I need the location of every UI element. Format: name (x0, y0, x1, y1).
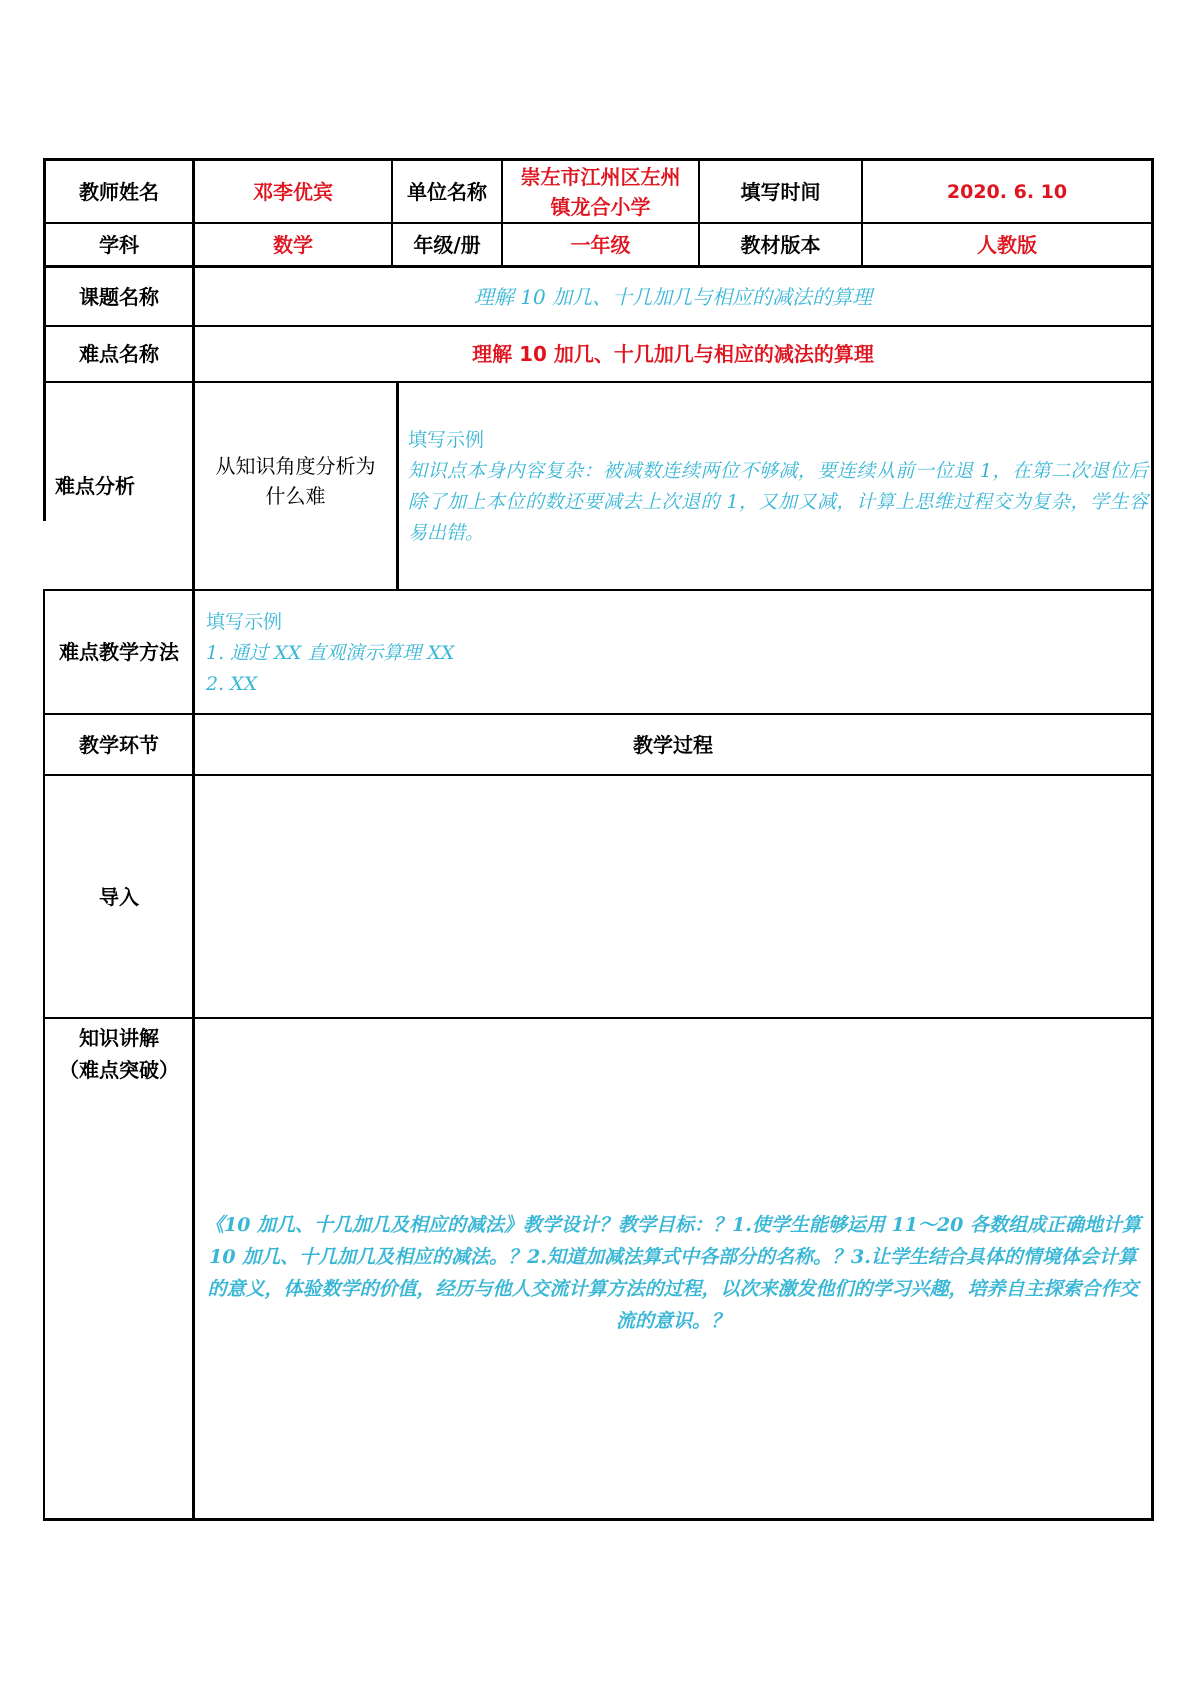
unit-name-line1: 崇左市江州区左州 (520, 164, 681, 189)
row-divider (43, 589, 1154, 591)
intro-content[interactable] (195, 776, 1151, 1017)
edition-value: 人教版 (977, 232, 1037, 257)
teacher-name-value: 邓李优宾 (253, 179, 333, 204)
table-border-right (1151, 158, 1154, 1521)
grade-label: 年级/册 (413, 232, 481, 257)
analysis-example (408, 425, 1148, 549)
analysis-sub-label (195, 383, 396, 589)
grade-value: 一年级 (570, 232, 631, 257)
method-item: 1. 通过 XX 直观演示算理 XX (206, 642, 455, 664)
analysis-label: 难点分析 (55, 474, 135, 498)
method-label: 难点教学方法 (59, 640, 179, 664)
row-divider (43, 1017, 1154, 1019)
intro-label: 导入 (99, 884, 139, 909)
explain-label (46, 1022, 192, 1086)
explain-content: 《10 加几、十几加几及相应的减法》教学设计？教学目标：？1.使学生能够运用 11～20 各数组成正确地计算 10 加几、十几加几及相应的减法。？2.知道加减法算式中各部分的名称。？3.让学生结合具体的情境体会计算的意义，体验数学的价值，经历与他人交流计算方法的过程，以次来激发他们的学习兴趣，培养自主探索合作交流的意识。？ (204, 1214, 1141, 1332)
difficulty-label: 难点名称 (79, 342, 159, 366)
unit-name-value (503, 161, 698, 222)
subject-value: 数学 (273, 232, 313, 257)
difficulty-value: 理解 10 加几、十几加几与相应的减法的算理 (472, 342, 874, 366)
explain-label-line1: 知识讲解 (79, 1026, 159, 1050)
process-header-value: 教学过程 (633, 732, 713, 757)
fill-date-value: 2020. 6. 10 (946, 180, 1068, 203)
method-item: 2. XX (206, 673, 258, 695)
subject-label: 学科 (99, 232, 139, 257)
method-example (206, 607, 1136, 700)
analysis-sub-label-line2: 什么难 (265, 484, 326, 508)
analysis-sub-label-line1: 从知识角度分析为 (215, 454, 376, 478)
analysis-example-text: 知识点本身内容复杂：被减数连续两位不够减，要连续从前一位退 1，在第二次退位后除了加上本位的数还要减去上次退的 1，又加又减，计算上思维过程交为复杂，学生容易出错。 (408, 460, 1148, 544)
analysis-example-title: 填写示例 (408, 429, 485, 451)
process-step-label: 教学环节 (79, 732, 159, 757)
explain-label-line2: （难点突破） (59, 1058, 179, 1082)
unit-name-label: 单位名称 (407, 179, 487, 204)
table-border-left-lower (43, 589, 45, 1521)
topic-label: 课题名称 (79, 284, 159, 309)
fill-date-label: 填写时间 (740, 179, 821, 204)
unit-name-line2: 镇龙合小学 (550, 194, 651, 219)
topic-value: 理解 10 加几、十几加几与相应的减法的算理 (473, 284, 873, 309)
method-example-title: 填写示例 (206, 611, 283, 633)
table-border-bottom (43, 1518, 1154, 1521)
edition-label: 教材版本 (740, 232, 821, 257)
column-divider (396, 381, 399, 591)
teacher-name-label: 教师姓名 (79, 179, 159, 204)
